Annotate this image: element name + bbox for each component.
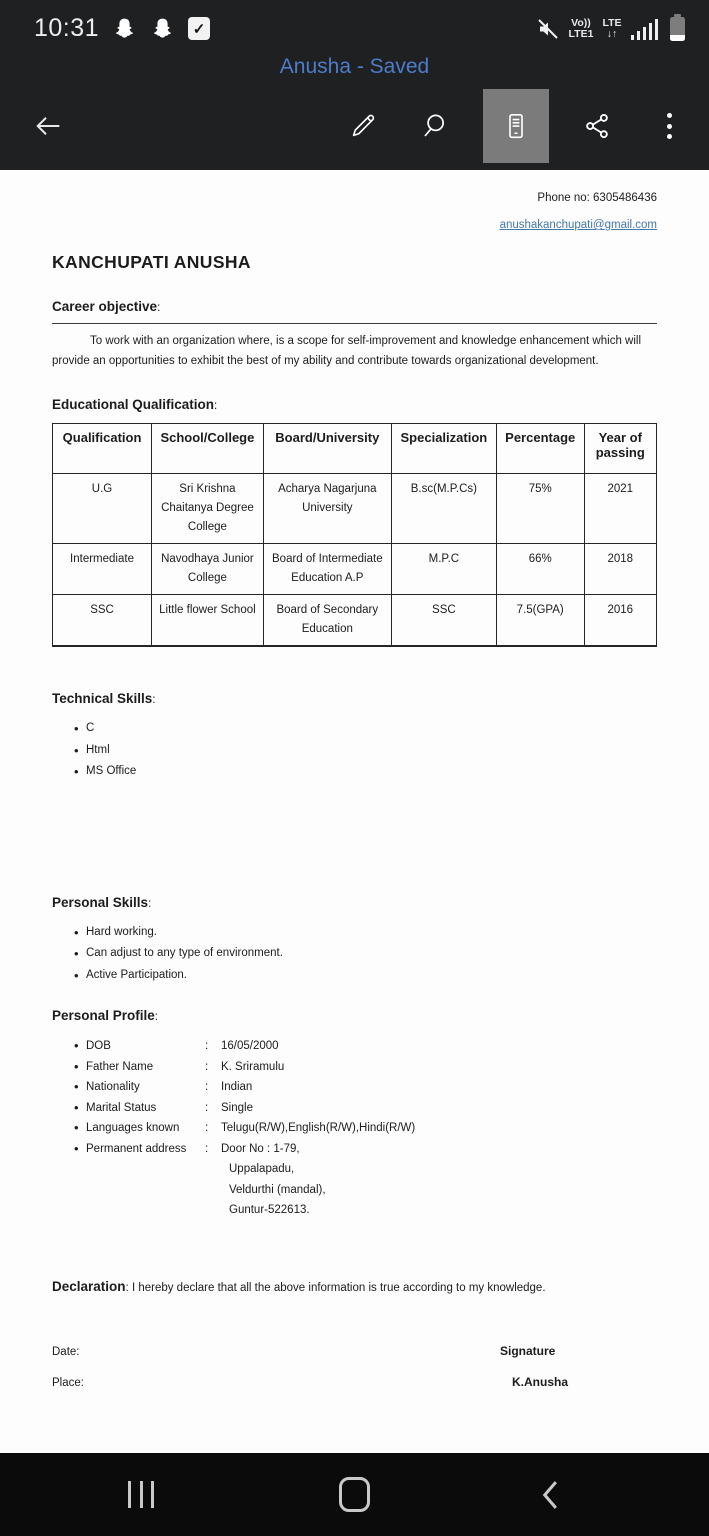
place-label: Place:: [52, 1376, 84, 1389]
table-cell: U.G: [53, 474, 152, 544]
skill-item: • Active Participation.: [52, 965, 657, 987]
email-link[interactable]: anushakanchupati@gmail.com: [499, 219, 657, 231]
profile-separator: :: [205, 1122, 209, 1134]
snapchat-notification-icon: [150, 16, 175, 41]
skill-item: • MS Office: [52, 761, 657, 783]
table-cell: Board of Secondary Education: [263, 595, 391, 647]
profile-label: • Languages known: [52, 1118, 205, 1139]
skill-item: • C: [52, 718, 657, 740]
profile-value: K. Sriramulu: [221, 1060, 285, 1073]
table-cell: Little flower School: [152, 595, 264, 647]
table-header-cell: Board/University: [263, 424, 391, 474]
status-bar: [0, 0, 709, 48]
table-header-cell: Qualification: [53, 424, 152, 474]
contact-phone: Phone no: 6305486436: [537, 192, 657, 204]
home-squircle-icon: [339, 1477, 370, 1512]
table-header-row: [53, 424, 657, 474]
mobile-view-icon: [501, 111, 531, 141]
title-bar: [0, 48, 709, 86]
profile-separator: :: [205, 1040, 209, 1052]
nav-home-button[interactable]: [339, 1465, 370, 1525]
signature-name: K.Anusha: [512, 1374, 569, 1389]
overflow-menu-button[interactable]: [645, 93, 693, 159]
resume-name: KANCHUPATI ANUSHA: [52, 252, 251, 272]
profile-value: 16/05/2000: [221, 1040, 279, 1052]
table-cell: 66%: [496, 544, 584, 595]
volte-indicator: Vo)) LTE1: [568, 16, 594, 40]
table-cell: Navodhaya Junior College: [152, 544, 264, 595]
nav-back-button[interactable]: [536, 1465, 564, 1525]
table-header-cell: Year of passing: [584, 424, 657, 474]
profile-row: [52, 1036, 657, 1057]
table-cell: SSC: [391, 595, 496, 647]
declaration-separator: :: [125, 1281, 129, 1294]
profile-row: [52, 1077, 657, 1098]
nav-recents-button[interactable]: [128, 1465, 154, 1525]
nav-back-chevron-icon: [536, 1475, 564, 1515]
snapchat-notification-icon: [112, 16, 137, 41]
declaration-paragraph: [52, 1277, 657, 1298]
table-cell: M.P.C: [391, 544, 496, 595]
table-cell: Sri Krishna Chaitanya Degree College: [152, 474, 264, 544]
share-icon: [582, 111, 612, 141]
back-button[interactable]: [24, 93, 72, 159]
lte-data-indicator: LTE ↓↑: [602, 16, 622, 40]
table-header-cell: Percentage: [496, 424, 584, 474]
table-row: [53, 474, 657, 544]
table-cell: 7.5(GPA): [496, 595, 584, 647]
table-header-cell: Specialization: [391, 424, 496, 474]
table-cell: 2018: [584, 544, 657, 595]
address-line: Guntur-522613.: [229, 1204, 310, 1216]
pencil-icon: [348, 111, 378, 141]
profile-label: • DOB: [52, 1036, 205, 1057]
profile-value: Telugu(R/W),English(R/W),Hindi(R/W): [221, 1122, 416, 1134]
battery-icon: [670, 17, 685, 41]
signature-label: Signature: [500, 1343, 556, 1358]
skill-item: • Hard working.: [52, 922, 657, 944]
profile-separator: :: [205, 1081, 209, 1093]
contact-email-row: [52, 219, 657, 231]
declaration-heading: Declaration: [52, 1278, 126, 1294]
profile-separator: :: [205, 1142, 209, 1155]
status-time: 10:31: [34, 14, 100, 42]
date-label: Date:: [52, 1345, 80, 1358]
education-table: [52, 423, 657, 647]
android-nav-bar: [0, 1453, 709, 1536]
personal-profile-list: [52, 1036, 657, 1221]
document-page[interactable]: [0, 170, 709, 1389]
profile-separator: :: [205, 1060, 209, 1073]
table-row: [53, 595, 657, 647]
document-title: Anusha - Saved: [279, 55, 430, 78]
declaration-text: I hereby declare that all the above information is true according to my knowledge.: [131, 1281, 546, 1294]
skill-item: • Can adjust to any type of environment.: [52, 943, 657, 965]
table-cell: SSC: [53, 595, 152, 647]
toolbar: [0, 86, 709, 170]
table-cell: Intermediate: [53, 544, 152, 595]
table-header-cell: School/College: [152, 424, 264, 474]
table-cell: B.sc(M.P.Cs): [391, 474, 496, 544]
profile-separator: :: [205, 1101, 209, 1114]
profile-label: • Nationality: [52, 1077, 205, 1098]
profile-label: • Marital Status: [52, 1098, 205, 1119]
share-button[interactable]: [573, 93, 621, 159]
profile-label: • Permanent address: [52, 1139, 205, 1160]
profile-value: Indian: [221, 1081, 253, 1093]
table-cell: Board of Intermediate Education A.P: [263, 544, 391, 595]
table-cell: Acharya Nagarjuna University: [263, 474, 391, 544]
profile-row: [52, 1057, 657, 1078]
date-signature-row: [52, 1344, 657, 1358]
recents-bars-icon: [128, 1481, 131, 1508]
task-check-notification-icon: ✓: [188, 17, 210, 40]
address-line: Uppalapadu,: [229, 1163, 295, 1175]
technical-skills-list: [52, 718, 657, 783]
profile-value: Single: [221, 1101, 253, 1114]
place-name-row: [52, 1375, 657, 1389]
profile-label: • Father Name: [52, 1057, 205, 1078]
profile-value: Door No : 1-79,: [221, 1142, 300, 1155]
education-heading: Educational Qualification:: [52, 397, 218, 412]
table-cell: 2016: [584, 595, 657, 647]
career-objective-heading: Career objective:: [52, 299, 161, 314]
skill-item: • Html: [52, 740, 657, 762]
search-icon: [420, 111, 450, 141]
sound-muted-icon: [536, 17, 560, 41]
personal-skills-list: [52, 922, 657, 987]
mobile-view-button[interactable]: [483, 89, 549, 163]
technical-skills-heading: Technical Skills:: [52, 691, 156, 706]
overflow-dots-icon: [667, 113, 672, 139]
career-objective-rule: [52, 323, 657, 324]
back-arrow-icon: [32, 110, 64, 142]
address-line: Veldurthi (mandal),: [229, 1183, 326, 1196]
table-row: [53, 544, 657, 595]
app-header: [0, 0, 709, 170]
profile-row: [52, 1118, 657, 1139]
personal-skills-heading: Personal Skills:: [52, 894, 152, 910]
table-cell: 2021: [584, 474, 657, 544]
search-button[interactable]: [411, 93, 459, 159]
personal-profile-heading: Personal Profile:: [52, 1008, 158, 1023]
profile-row: [52, 1139, 657, 1160]
table-cell: 75%: [496, 474, 584, 544]
profile-row: [52, 1098, 657, 1119]
career-objective-text: To work with an organization where, is a scope for self-improvement and knowledge enhancement which will provide an opportunities to exhibit the best of my ability and contribute towards organizational development.: [52, 335, 642, 367]
edit-button[interactable]: [339, 93, 387, 159]
signal-strength-icon: [631, 19, 659, 41]
